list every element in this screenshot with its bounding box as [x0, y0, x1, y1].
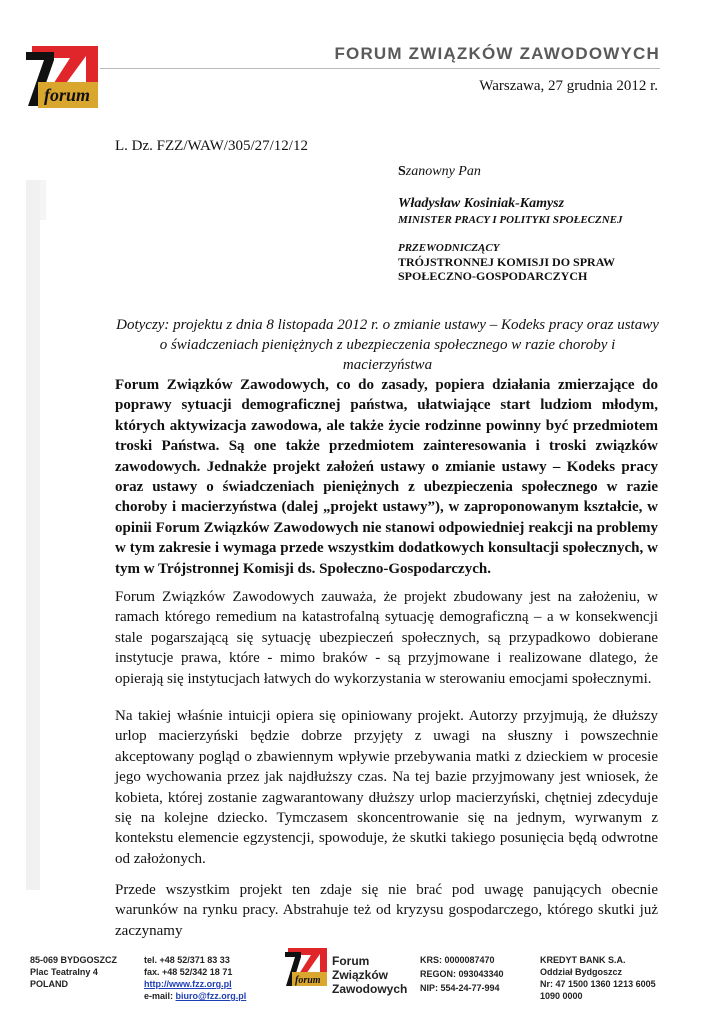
footer-bank-branch: Oddział Bydgoszcz: [540, 967, 623, 977]
footer-logo-line2: Związków: [332, 968, 389, 982]
footer-regon: REGON: 093043340: [420, 969, 504, 979]
footer-logo-icon: [284, 948, 328, 994]
footer-logo-text: forum: [295, 975, 321, 986]
subject-line-1: Dotyczy: projektu z dnia 8 listopada 2012 r. o zmianie ustawy – Kodeks pracy oraz ustawy: [116, 317, 659, 333]
salutation-rest: zanowny Pan: [405, 164, 481, 179]
footer-address-city: 85-069 BYDGOSZCZ: [30, 955, 118, 965]
recipient-title-commission-2: SPOŁECZNO-GOSPODARCZYCH: [398, 269, 588, 283]
footer-bank-account: Nr: 47 1500 1360 1213 6005: [540, 979, 656, 989]
footer-logo-line3: Zawodowych: [332, 982, 408, 996]
letter-date: Warszawa, 27 grudnia 2012 r.: [479, 78, 658, 94]
footer-logo-wordmark: [332, 954, 407, 996]
footer-bank-name: KREDYT BANK S.A.: [540, 955, 626, 965]
paragraph-4: Przede wszystkim projekt ten zdaje się nie brać pod uwagę panujących obecnie warunków na rynku pracy. Abstrahuje też od kryzysu gospodarczego, którego skutki już zaczynamy: [115, 882, 658, 939]
watermark-stripe: [22, 180, 50, 890]
header-divider: [100, 68, 660, 69]
footer-address: [30, 954, 135, 990]
footer-bank: [540, 954, 680, 1002]
forum-logo: [24, 46, 100, 120]
footer-krs: KRS: 0000087470: [420, 955, 495, 965]
subject-line: [115, 315, 660, 375]
reference-number: L. Dz. FZZ/WAW/305/27/12/12: [115, 138, 308, 154]
footer-logo-line1: Forum: [332, 954, 370, 968]
footer-email-label: e-mail:: [144, 991, 174, 1001]
footer-registry: [420, 954, 530, 994]
paragraph-2: Forum Związków Zawodowych zauważa, że projekt zbudowany jest na założeniu, w ramach którego remedium na katastrofalną sytuację demograficzną – a w konsekwencji stale pogarszającą się sytuację ubezpieczeń społecznych, są przypadkowo dobierane instytucje prawa, które - mimo braków - są przyjmowane i realizowane dlatego, że opierają się instytucjach łatwych do wykorzystania w sterowaniu emocjami społecznymi.: [115, 589, 658, 687]
footer-address-country: POLAND: [30, 979, 68, 989]
recipient-title-chair: PRZEWODNICZĄCY: [398, 242, 500, 254]
subject-line-2: o świadczeniach pieniężnych z ubezpieczenia społecznego w razie choroby i macierzyństwa: [159, 337, 616, 373]
paragraph-1: Forum Związków Zawodowych, co do zasady, popiera działania zmierzające do poprawy sytuacji demograficznej państwa, ułatwiające start ludziom młodym, których aktywizacja zawodowa, ale także życie rodzinne powinny być przedmiotem troski Państwa. Są one także przedmiotem zainteresowania i troski związków zawodowych. Jednakże projekt założeń ustawy o zmianie ustawy – Kodeks pracy oraz ustawy o świadczeniach pieniężnych z ubezpieczenia społecznego w razie choroby i macierzyństwa (dalej „projekt ustawy”), w zaproponowanym kształcie, w opinii Forum Związków Zawodowych nie stanowi odpowiedniej reakcji na problemy w tym zakresie i wymaga przede wszystkim dodatkowych konsultacji społecznych, w tym w Trójstronnej Komisji ds. Społeczno-Gospodarczych.: [115, 377, 658, 577]
recipient-title-minister: MINISTER PRACY I POLITYKI SPOŁECZNEJ: [398, 214, 623, 226]
recipient-name: Władysław Kosiniak-Kamysz: [398, 196, 565, 211]
footer-bank-account-2: 1090 0000: [540, 991, 583, 1001]
footer-nip: NIP: 554-24-77-994: [420, 983, 500, 993]
footer-logo: [284, 948, 408, 996]
recipient-block: [398, 163, 698, 283]
salutation: [398, 163, 698, 181]
logo-text: forum: [44, 85, 91, 105]
footer-website-link[interactable]: http://www.fzz.org.pl: [144, 979, 232, 989]
paragraph-3: Na takiej właśnie intuicji opiera się opiniowany projekt. Autorzy przyjmują, że dłuższy urlop macierzyński będzie dobrze przyjęty z uwagi na słuszny i powszechnie akceptowany pogląd o zbawiennym wpływie przebywania matki z dzieckiem w procesie jego wychowania przez jak najdłuższy czas. Na tej bazie przyjmowany jest wniosek, że kobieta, której zostanie zagwarantowany dłuższy urlop macierzyński, chętniej zdecyduje się na kolejne dziecko. Tymczasem skoncentrowanie się na jednym, wyrwanym z kontekstu elemencie egzystencji, spowoduje, że skutki takiego posunięcia będą odwrotne od założonych.: [115, 708, 658, 867]
org-title: FORUM ZWIĄZKÓW ZAWODOWYCH: [334, 44, 660, 63]
footer-contact: [144, 954, 269, 1002]
footer-fax: fax. +48 52/342 18 71: [144, 967, 233, 977]
footer-tel: tel. +48 52/371 83 33: [144, 955, 230, 965]
footer-email-link[interactable]: biuro@fzz.org.pl: [175, 991, 247, 1001]
footer: [0, 940, 725, 1024]
recipient-title-commission: TRÓJSTRONNEJ KOMISJI DO SPRAW: [398, 255, 616, 269]
footer-address-street: Plac Teatralny 4: [30, 967, 98, 977]
salutation-initial: S: [398, 164, 406, 179]
